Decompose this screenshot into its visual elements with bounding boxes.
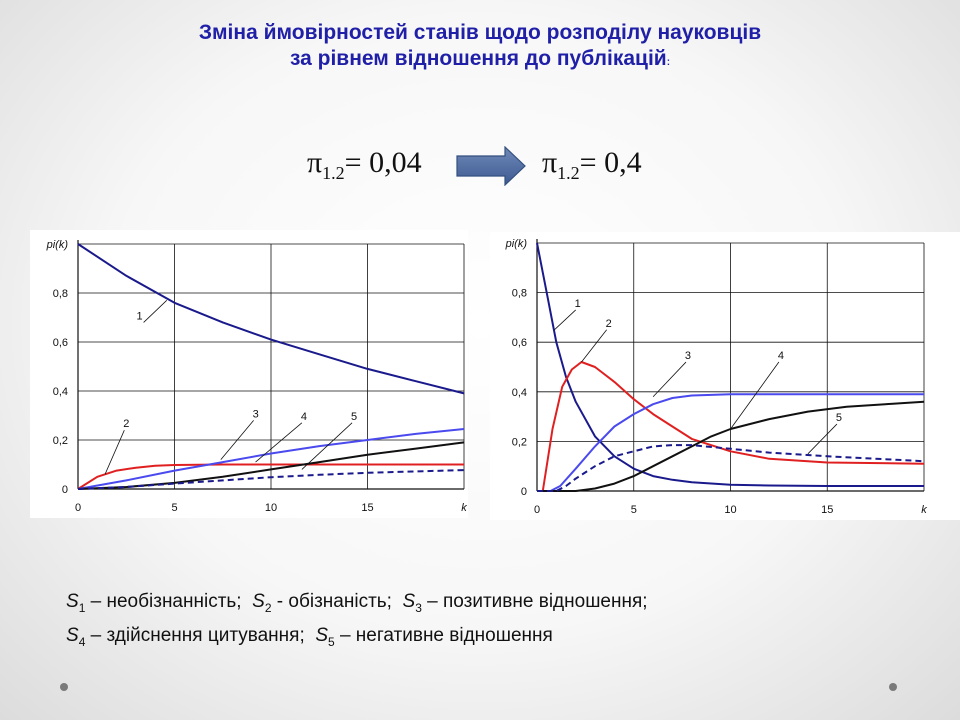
slide-title	[0, 20, 960, 76]
leader-line-2	[105, 430, 124, 474]
legend	[66, 588, 648, 656]
legend-item-s3	[402, 591, 648, 615]
leader-line-5	[302, 423, 352, 470]
legend-item-s5	[315, 624, 553, 649]
legend-subscript: 2	[264, 600, 272, 615]
legend-symbol: S	[66, 624, 79, 646]
param-left-symbol: π	[307, 146, 323, 179]
legend-subscript: 4	[78, 634, 86, 649]
leader-line-5	[808, 424, 837, 454]
param-right-subscript: 1.2	[557, 163, 580, 183]
leader-line-2	[582, 330, 607, 362]
x-tick-label: 5	[171, 502, 178, 514]
legend-subscript: 3	[415, 600, 422, 615]
legend-line-2	[66, 622, 648, 656]
leader-line-4	[256, 423, 302, 462]
chart-left-svg	[30, 230, 468, 518]
title-line-1: Зміна ймовірностей станів щодо розподілу науковців	[198, 21, 762, 44]
x-tick-label: 5	[630, 504, 637, 516]
legend-text: - обізнаність;	[271, 591, 392, 612]
legend-subscript: 5	[328, 634, 335, 649]
y-tick-label: 0,2	[511, 436, 527, 449]
param-right-symbol: π	[542, 146, 558, 179]
param-left	[307, 146, 422, 184]
leader-line-1	[554, 310, 575, 330]
chart-left	[30, 230, 468, 518]
curve-label-5: 5	[350, 410, 358, 423]
series-line-2	[543, 362, 924, 491]
x-tick-label: 15	[361, 502, 374, 514]
param-left-subscript: 1.2	[322, 163, 345, 183]
curve-label-3: 3	[684, 350, 692, 363]
decorative-dot-left	[60, 683, 68, 691]
right-arrow-icon	[455, 146, 527, 186]
y-tick-label: 0	[61, 484, 68, 496]
legend-item-s1	[66, 591, 242, 615]
y-axis-label: pi(k)	[46, 239, 68, 251]
legend-symbol: S	[402, 591, 416, 612]
legend-symbol: S	[66, 591, 79, 612]
param-left-value: = 0,04	[344, 146, 422, 179]
legend-item-s4	[66, 624, 305, 649]
y-tick-label: 0,2	[52, 435, 68, 447]
curve-label-2: 2	[605, 317, 612, 330]
curve-label-1: 1	[574, 297, 581, 310]
curve-label-2: 2	[123, 418, 130, 431]
legend-subscript: 1	[78, 600, 86, 615]
leader-line-1	[144, 300, 167, 322]
curve-label-3: 3	[252, 408, 259, 421]
y-tick-label: 0,4	[52, 386, 68, 398]
x-tick-label: k	[461, 502, 467, 514]
legend-text: – позитивне відношення;	[421, 591, 648, 612]
y-tick-label: 0,6	[52, 337, 68, 349]
curve-label-4: 4	[777, 350, 784, 363]
x-tick-label: 10	[264, 502, 278, 514]
param-right	[542, 146, 642, 184]
y-tick-label: 0	[520, 486, 527, 498]
y-axis-label: pi(k)	[505, 238, 527, 250]
parameter-row	[0, 146, 960, 196]
curve-label-5: 5	[835, 412, 842, 425]
y-tick-label: 0,4	[511, 386, 527, 399]
title-line-2	[0, 46, 960, 76]
x-tick-label: 0	[74, 502, 82, 514]
legend-text: – необізнанність;	[85, 591, 242, 612]
x-tick-label: k	[921, 504, 927, 516]
x-tick-label: 0	[533, 504, 541, 516]
param-right-value: = 0,4	[579, 146, 642, 179]
decorative-dot-right	[889, 683, 897, 691]
y-tick-label: 0,6	[511, 337, 527, 350]
x-tick-label: 15	[821, 504, 834, 516]
title-line-2-text: за рівнем відношення до публікацій	[289, 47, 667, 70]
x-tick-label: 10	[724, 504, 737, 516]
legend-symbol: S	[252, 591, 265, 612]
curve-label-4: 4	[300, 410, 307, 423]
y-tick-label: 0,8	[511, 287, 527, 300]
legend-item-s2	[252, 591, 392, 615]
chart-right-svg	[490, 232, 960, 520]
legend-text: – здійснення цитування;	[85, 624, 305, 646]
chart-right	[490, 232, 960, 520]
legend-symbol: S	[315, 624, 328, 646]
y-tick-label: 0,8	[52, 288, 68, 300]
legend-text: – негативне відношення	[334, 624, 553, 646]
legend-line-1	[66, 588, 648, 622]
title-suffix: :	[666, 57, 671, 68]
curve-label-1: 1	[136, 310, 143, 323]
